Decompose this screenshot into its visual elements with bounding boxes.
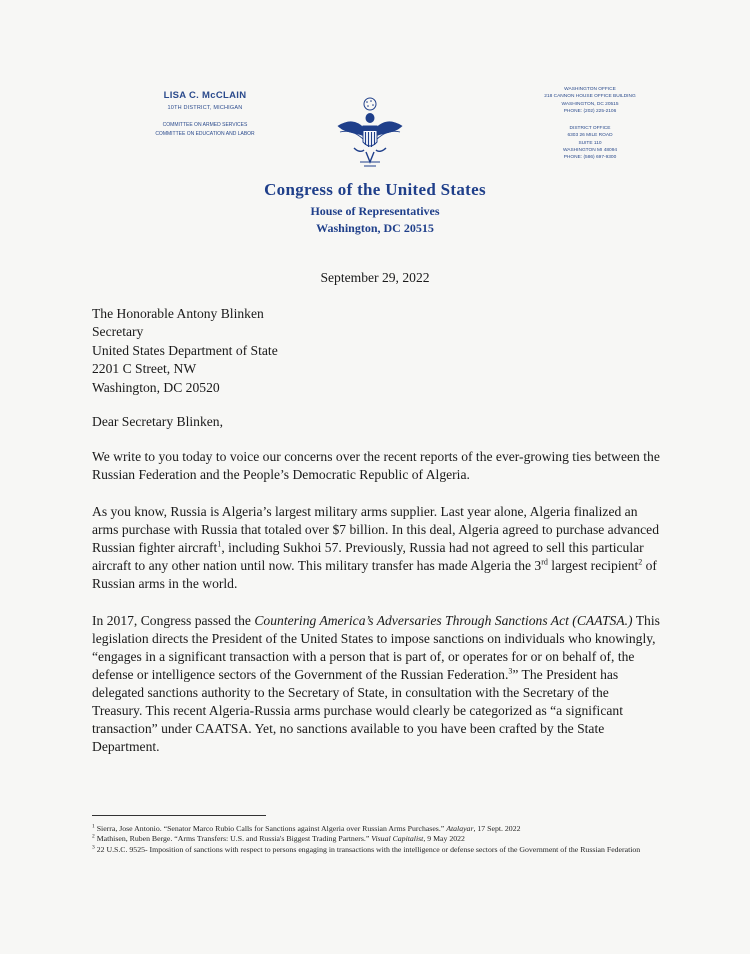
committee-list bbox=[90, 121, 320, 139]
washington-office bbox=[520, 86, 660, 115]
committee-item: COMMITTEE ON EDUCATION AND LABOR bbox=[155, 131, 255, 137]
paragraph-text: This legislation directs the President of the United States to impose sanctions on individuals who knowingly, “engages in a significant transaction with a person that is part of, or operates for or on behalf of, the defense or intelligence sectors of the Government of the Russian Federation. bbox=[92, 613, 660, 682]
office-line: PHONE: (202) 225-2106 bbox=[563, 108, 617, 114]
paragraph-text: ” The President has delegated sanctions authority to the Secretary of State, in consultation with the Secretary of the Treasury. This recent Algeria-Russia arms purchase would clearly be categorized as “a significant transaction” under CAATSA. Yet, no sanctions available to you have been crafted by the State Department. bbox=[92, 667, 623, 754]
footnote-divider bbox=[92, 815, 266, 816]
paragraph-text: , including Sukhoi 57. Previously, Russia had not agreed to sell this particular aircraft to any other nation until now. This military transfer has made Algeria the 3 bbox=[92, 540, 644, 573]
footnote-number: 1 bbox=[92, 823, 95, 830]
footnote-ref: 2 bbox=[638, 557, 643, 567]
paragraph-1: We write to you today to voice our concerns over the recent reports of the ever-growing ties between the Russian Federation and the People’s Democratic Republic of Algeria. bbox=[92, 449, 660, 482]
office-line: 218 CANNON HOUSE OFFICE BUILDING bbox=[544, 94, 636, 100]
office-line: WASHINGTON OFFICE bbox=[564, 87, 616, 92]
office-line: DISTRICT OFFICE bbox=[569, 126, 611, 132]
address-line: Washington, DC 20520 bbox=[92, 379, 220, 395]
recipient-address bbox=[92, 305, 662, 397]
office-line: PHONE: (586) 697-9300 bbox=[563, 155, 617, 161]
footnote-number: 3 bbox=[92, 844, 95, 851]
footnotes bbox=[92, 824, 652, 855]
office-block bbox=[520, 86, 660, 162]
paragraph-text: As you know, Russia is Algeria’s largest military arms supplier. Last year alone, Algeria finalized an arms purchase with Russia that totaled over $7 billion. In this deal, Algeria agreed to purchase advanced Russian fighter aircraft bbox=[92, 504, 659, 555]
office-line: SUITE 110 bbox=[578, 140, 602, 146]
footnote-ref: 3 bbox=[508, 666, 513, 676]
footnote-date: , 9 May 2022 bbox=[423, 834, 465, 844]
footnote-text: Sierra, Jose Antonio. “Senator Marco Rubio Calls for Sanctions against Algeria over Russian Arms Purchases.” bbox=[94, 824, 447, 833]
office-line: WASHINGTON MI 48094 bbox=[562, 148, 618, 154]
member-district: 10TH DISTRICT, MICHIGAN bbox=[167, 105, 243, 111]
office-line: WASHINGTON, DC 20515 bbox=[561, 101, 619, 107]
house-name: House of Representatives bbox=[310, 204, 440, 218]
footnote-source: Atalayar bbox=[446, 824, 474, 833]
salutation: Dear Secretary Blinken, bbox=[92, 414, 223, 429]
footnote-text: Mathisen, Ruben Berge. “Arms Transfers: U.S. and Russia's Biggest Trading Partners.” bbox=[94, 834, 372, 844]
great-seal-icon bbox=[334, 96, 406, 174]
letter-date: September 29, 2022 bbox=[320, 270, 430, 285]
district-office bbox=[520, 125, 660, 161]
ordinal-suffix: rd bbox=[541, 557, 548, 567]
office-line: 6303 26 MILE ROAD bbox=[567, 133, 613, 139]
member-block bbox=[90, 90, 320, 139]
footnote-number: 2 bbox=[92, 833, 95, 840]
footnote bbox=[92, 824, 652, 834]
footnote-ref: 1 bbox=[217, 539, 222, 549]
house-city: Washington, DC 20515 bbox=[316, 221, 434, 235]
act-title: Countering America’s Adversaries Through Sanctions Act (CAATSA.) bbox=[254, 613, 633, 628]
footnote-date: , 17 Sept. 2022 bbox=[473, 824, 521, 833]
paragraph-2 bbox=[92, 503, 662, 593]
paragraph-text: of Russian arms in the world. bbox=[92, 558, 657, 591]
address-line: 2201 C Street, NW bbox=[92, 361, 197, 377]
footnote bbox=[92, 845, 652, 855]
member-name: LISA C. McCLAIN bbox=[163, 90, 247, 101]
address-line: Secretary bbox=[92, 324, 144, 340]
paragraph-3 bbox=[92, 612, 662, 756]
paragraph-text: largest recipient bbox=[547, 558, 639, 573]
footnote-source: Visual Capitalist bbox=[371, 834, 424, 844]
committee-item: COMMITTEE ON ARMED SERVICES bbox=[162, 122, 248, 128]
address-line: The Honorable Antony Blinken bbox=[92, 306, 264, 321]
paragraph-text: In 2017, Congress passed the bbox=[92, 613, 255, 628]
footnote bbox=[92, 834, 652, 844]
footnote-text: 22 U.S.C. 9525- Imposition of sanctions with respect to persons engaging in transactions with the intelligence or defense sectors of the Government of the Russian Federation bbox=[94, 844, 641, 854]
address-line: United States Department of State bbox=[92, 342, 278, 358]
congress-title: Congress of the United States bbox=[264, 180, 486, 199]
